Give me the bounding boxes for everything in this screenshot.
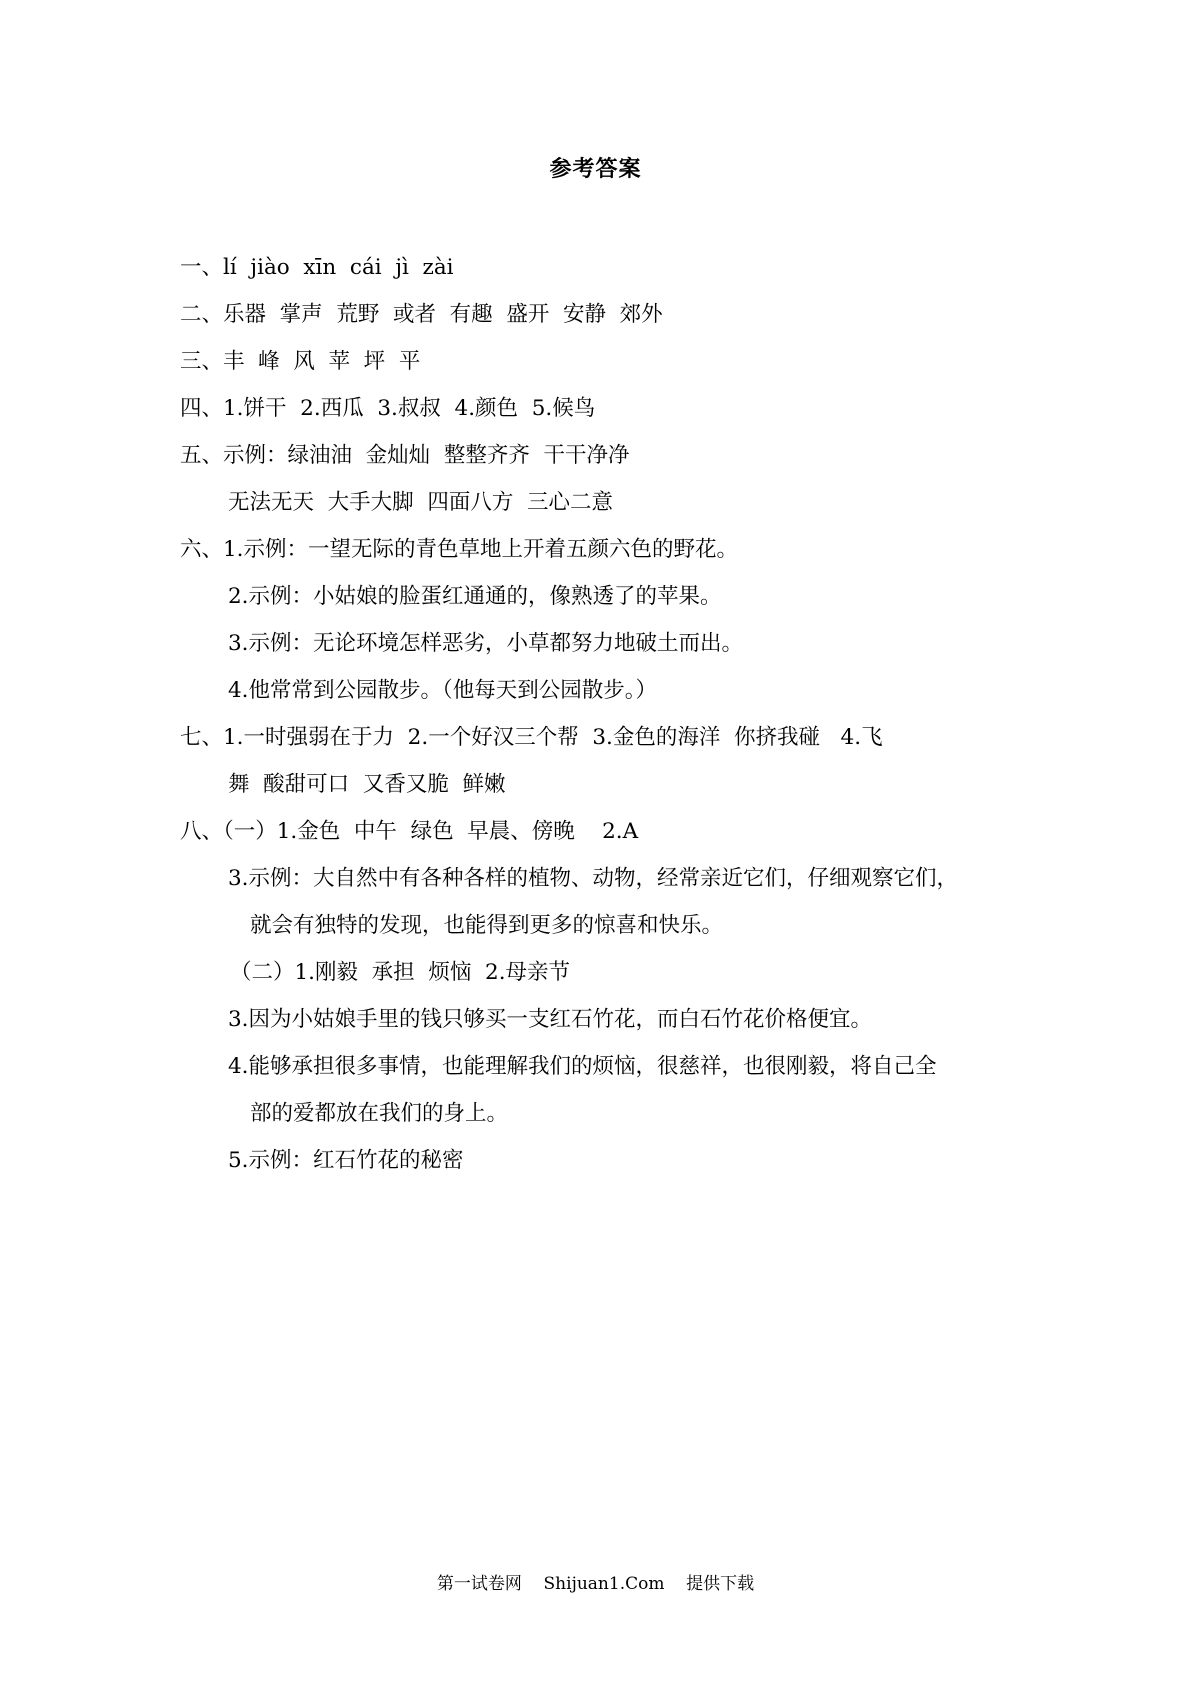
answer-line-6-2: 2.示例：小姑娘的脸蛋红通通的，像熟透了的苹果。 [228, 584, 722, 609]
answer-line-8-1-3-continued: 就会有独特的发现，也能得到更多的惊喜和快乐。 [250, 913, 724, 938]
answer-line-8-1-3: 3.示例：大自然中有各种各样的植物、动物，经常亲近它们，仔细观察它们， [228, 866, 959, 891]
answer-line-7: 七、1.一时强弱在于力 2.一个好汉三个帮 3.金色的海洋 你挤我碰 4.飞 [180, 725, 883, 750]
answer-line-8-part2: （二）1.刚毅 承担 烦恼 2.母亲节 [230, 960, 571, 985]
page-title: 参考答案 [549, 157, 642, 182]
answer-list [180, 244, 1020, 1184]
answer-line-8-2-5: 5.示例：红石竹花的秘密 [228, 1148, 464, 1173]
answer-line-6-3: 3.示例：无论环境怎样恶劣，小草都努力地破土而出。 [228, 631, 744, 656]
answer-line-2: 二、乐器 掌声 荒野 或者 有趣 盛开 安静 郊外 [180, 302, 663, 327]
answer-line-6-1: 六、1.示例：一望无际的青色草地上开着五颜六色的野花。 [180, 537, 739, 562]
answer-line-6-4: 4.他常常到公园散步。（他每天到公园散步。） [228, 678, 658, 703]
answer-line-8-2-4: 4.能够承担很多事情，也能理解我们的烦恼，很慈祥，也很刚毅，将自己全 [228, 1054, 937, 1079]
answer-line-5: 五、示例：绿油油 金灿灿 整整齐齐 干干净净 [180, 443, 630, 468]
page-footer: 第一试卷网 Shijuan1.Com 提供下载 [436, 1574, 755, 1594]
answer-line-4: 四、1.饼干 2.西瓜 3.叔叔 4.颜色 5.候鸟 [180, 396, 596, 421]
answer-line-3: 三、丰 峰 风 苹 坪 平 [180, 349, 421, 374]
answer-line-8-2-4-continued: 部的爱都放在我们的身上。 [250, 1101, 509, 1126]
answer-line-1: 一、lí jiào xīn cái jì zài [180, 255, 454, 280]
answer-line-8-part1: 八、（一）1.金色 中午 绿色 早晨、傍晚 2.A [180, 819, 639, 844]
answer-line-7-continued: 舞 酸甜可口 又香又脆 鲜嫩 [228, 772, 506, 797]
answer-line-8-2-3: 3.因为小姑娘手里的钱只够买一支红石竹花，而白石竹花价格便宜。 [228, 1007, 873, 1032]
answer-line-5-continued: 无法无天 大手大脚 四面八方 三心二意 [228, 490, 614, 515]
